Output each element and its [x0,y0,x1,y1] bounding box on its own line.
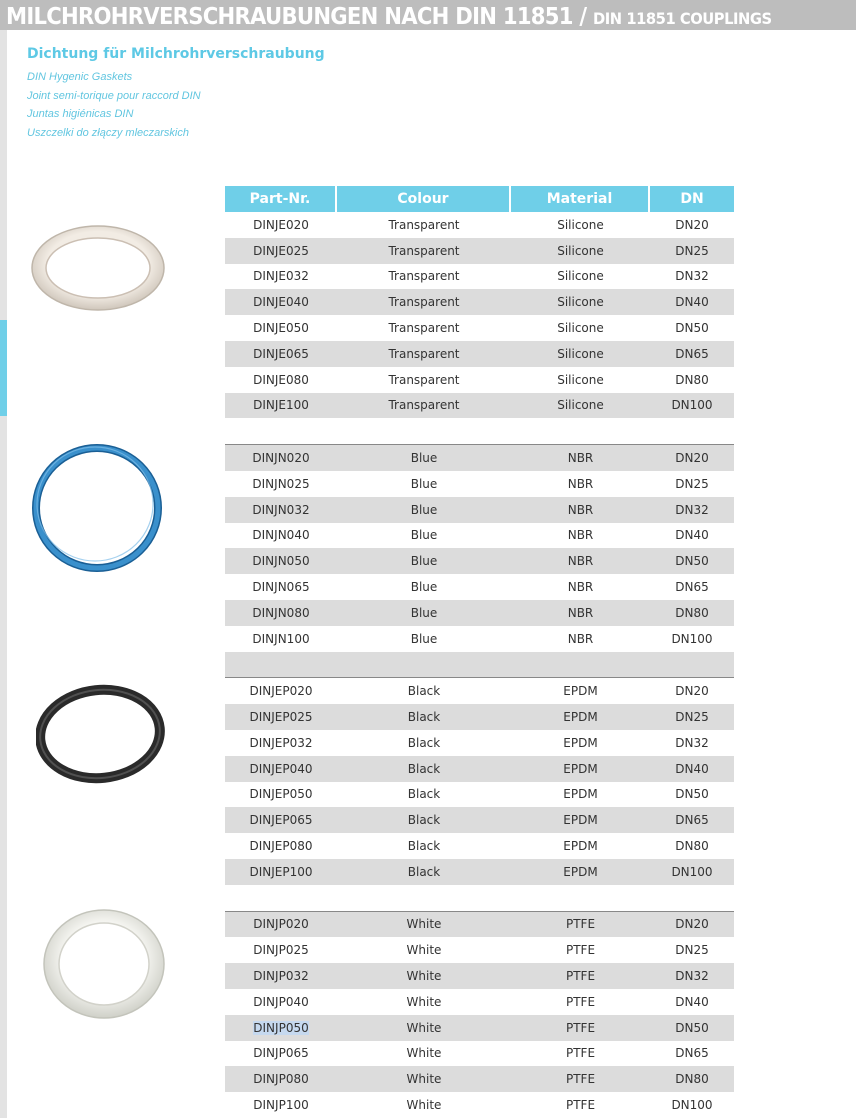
table-row [225,315,734,341]
cell-dn: DN100 [671,631,713,646]
table-row [225,963,734,989]
cell-colour: White [406,1097,442,1112]
table-row [225,600,734,626]
cell-colour: Blue [410,580,438,595]
spacer-cell [225,418,734,444]
table-row [225,548,734,574]
cell-material: EPDM [511,756,650,782]
left-margin-rule [0,30,7,1118]
cell-dn: DN25 [675,476,709,491]
cell-material: NBR [567,528,594,543]
cell-colour: Black [337,704,511,730]
cell-material: Silicone [511,238,650,264]
cell-part-nr: DINJEP025 [225,704,337,730]
cell-dn: DN65 [675,1046,709,1061]
cell-colour: Black [407,839,441,854]
cell-dn: DN20 [675,217,709,232]
table-header-row [225,186,734,212]
table-row [225,497,734,523]
cell-dn: DN25 [650,238,734,264]
cell-dn: DN50 [675,787,709,802]
table-row [225,471,734,497]
cell-part-nr: DINJP065 [253,1046,309,1061]
table-row [225,212,734,238]
cell-part-nr: DINJE032 [253,269,309,284]
cell-material: EPDM [511,807,650,833]
cell-dn: DN32 [675,735,709,750]
header-part-nr: Part-Nr. [225,186,337,212]
cell-part-nr: DINJN100 [252,631,310,646]
header-material: Material [511,186,650,212]
cell-colour: White [406,994,442,1009]
cell-dn: DN25 [650,704,734,730]
cell-part-nr: DINJE065 [225,341,337,367]
cell-material: PTFE [565,1097,596,1112]
cell-colour: Black [337,859,511,885]
table-row [225,1041,734,1067]
cell-part-nr: DINJN065 [252,580,310,595]
table-spacer-row [225,652,734,678]
cell-material: NBR [511,548,650,574]
cell-colour: Transparent [337,238,511,264]
table-row [225,677,734,704]
header-dn: DN [650,186,734,212]
cell-dn: DN32 [650,963,734,989]
section-title: Dichtung für Milchrohrverschraubung [27,46,325,62]
cell-colour: Transparent [388,372,460,387]
cell-dn: DN80 [650,600,734,626]
cell-colour: Transparent [388,269,460,284]
cell-part-nr: DINJEP040 [225,756,337,782]
cell-part-nr: DINJE025 [225,238,337,264]
cell-dn: DN100 [650,859,734,885]
cell-material: Silicone [511,289,650,315]
cell-part-nr: DINJE020 [253,217,309,232]
cell-material: NBR [567,580,594,595]
table-row [225,730,734,756]
table-row [225,704,734,730]
cell-material: PTFE [511,1015,650,1041]
cell-dn: DN100 [650,393,734,419]
table-spacer-row [225,885,734,911]
cell-material: Silicone [557,372,604,387]
table-row [225,264,734,290]
cell-colour: Blue [410,528,438,543]
cell-colour: Transparent [337,341,511,367]
cell-part-nr: DINJN040 [252,528,310,543]
spacer-cell [225,885,734,911]
cell-dn: DN40 [650,756,734,782]
cell-part-nr: DINJE040 [225,289,337,315]
cell-colour: White [337,911,511,938]
table-row [225,1066,734,1092]
cell-dn: DN40 [675,528,709,543]
table-spacer-row [225,418,734,444]
cell-part-nr: DINJP100 [253,1097,309,1112]
section-translations [27,68,201,142]
cell-dn: DN20 [650,911,734,938]
cell-colour: Transparent [337,289,511,315]
cell-colour: White [406,1046,442,1061]
cell-part-nr: DINJEP050 [249,787,313,802]
cell-material: Silicone [557,217,604,232]
cell-part-nr: DINJEP032 [249,735,313,750]
translation-es: Juntas higiénicas DIN [27,108,134,120]
cell-dn: DN100 [671,1097,713,1112]
header-colour: Colour [337,186,511,212]
cell-part-nr: DINJP020 [225,911,337,938]
cell-dn: DN50 [675,321,709,336]
cell-part-nr: DINJP032 [225,963,337,989]
cell-material: NBR [567,476,594,491]
table-row [225,989,734,1015]
blue-nbr-gasket-image [32,443,164,575]
cell-colour: Black [407,787,441,802]
cell-colour: Transparent [388,321,460,336]
table-row [225,756,734,782]
white-ptfe-gasket-image [42,908,170,1020]
cell-dn: DN50 [650,1015,734,1041]
table-row [225,393,734,419]
cell-dn: DN80 [675,839,709,854]
page-title [6,2,772,32]
cell-material: Silicone [511,393,650,419]
cell-material: EPDM [511,704,650,730]
table-row [225,574,734,600]
table-row [225,444,734,471]
cell-material: NBR [511,600,650,626]
cell-part-nr: DINJE080 [253,372,309,387]
table-row [225,238,734,264]
cell-colour: White [337,1066,511,1092]
cell-part-nr[interactable] [225,1015,337,1041]
cell-colour: White [337,1015,511,1041]
cell-material: PTFE [565,943,596,958]
cell-dn: DN20 [650,677,734,704]
cell-dn: DN32 [675,269,709,284]
cell-material: EPDM [511,859,650,885]
page-title-main: MILCHROHRVERSCHRAUBUNGEN NACH DIN 11851 / [6,4,594,30]
transparent-silicone-gasket-image [28,218,172,318]
cell-colour: Transparent [337,393,511,419]
table-row [225,782,734,808]
table-row [225,911,734,938]
cell-part-nr: DINJN050 [225,548,337,574]
table-row [225,289,734,315]
translation-en: DIN Hygenic Gaskets [27,71,133,83]
cell-part-nr: DINJEP065 [225,807,337,833]
cell-dn: DN65 [650,341,734,367]
cell-material: NBR [511,497,650,523]
cell-material: PTFE [511,911,650,938]
cell-colour: Blue [410,631,438,646]
table-row [225,937,734,963]
cell-material: Silicone [557,269,604,284]
cell-part-nr: DINJP040 [253,994,309,1009]
cell-material: Silicone [511,341,650,367]
cell-dn: DN65 [650,807,734,833]
table-row [225,833,734,859]
cell-part-nr: DINJP080 [225,1066,337,1092]
cell-dn: DN40 [675,994,709,1009]
page-title-sub: DIN 11851 COUPLINGS [593,9,772,28]
cell-material: EPDM [563,735,598,750]
cell-colour: Transparent [388,217,460,232]
cell-colour: Black [407,735,441,750]
cell-part-nr: DINJN020 [225,444,337,471]
cell-colour: Blue [337,444,511,471]
cell-part-nr: DINJEP100 [225,859,337,885]
cell-material: EPDM [563,839,598,854]
cell-colour: Blue [337,497,511,523]
translation-pl: Uszczelki do złączy mleczarskich [27,126,189,139]
cell-part-nr: DINJN080 [225,600,337,626]
cell-colour: White [406,943,442,958]
table-row [225,341,734,367]
cell-colour: Black [337,807,511,833]
cell-colour: Blue [337,548,511,574]
table-row [225,1015,734,1041]
table-row [225,859,734,885]
table-row [225,523,734,549]
cell-material: NBR [511,444,650,471]
cell-dn: DN25 [675,943,709,958]
cell-part-nr: DINJE050 [253,321,309,336]
cell-part-nr: DINJEP020 [225,677,337,704]
cell-part-nr: DINJN032 [225,497,337,523]
table-row [225,367,734,393]
cell-material: PTFE [511,963,650,989]
cell-dn: DN40 [650,289,734,315]
cell-colour: Blue [337,600,511,626]
cell-material: Silicone [557,321,604,336]
cell-colour: White [337,963,511,989]
cell-dn: DN32 [650,497,734,523]
cell-colour: Black [337,677,511,704]
parts-table [225,186,734,1118]
selected-text[interactable]: DINJP050 [253,1020,309,1035]
cell-part-nr: DINJEP080 [249,839,313,854]
cell-material: PTFE [511,1066,650,1092]
cell-material: EPDM [511,677,650,704]
cell-dn: DN80 [675,372,709,387]
cell-dn: DN50 [650,548,734,574]
cell-material: PTFE [565,994,596,1009]
cell-part-nr: DINJN025 [252,476,310,491]
cell-material: NBR [567,631,594,646]
cell-part-nr: DINJE100 [225,393,337,419]
cell-dn: DN80 [650,1066,734,1092]
table-row [225,1092,734,1118]
translation-fr: Joint semi-torique pour raccord DIN [27,89,201,102]
cell-colour: Black [337,756,511,782]
cell-dn: DN65 [675,580,709,595]
cell-material: EPDM [563,787,598,802]
table-row [225,626,734,652]
spacer-cell [225,652,734,678]
cell-dn: DN20 [650,444,734,471]
cell-colour: Blue [410,476,438,491]
cell-material: PTFE [565,1046,596,1061]
left-accent-bar [0,320,7,416]
cell-part-nr: DINJP025 [253,943,309,958]
table-row [225,807,734,833]
black-epdm-gasket-image [36,684,166,784]
